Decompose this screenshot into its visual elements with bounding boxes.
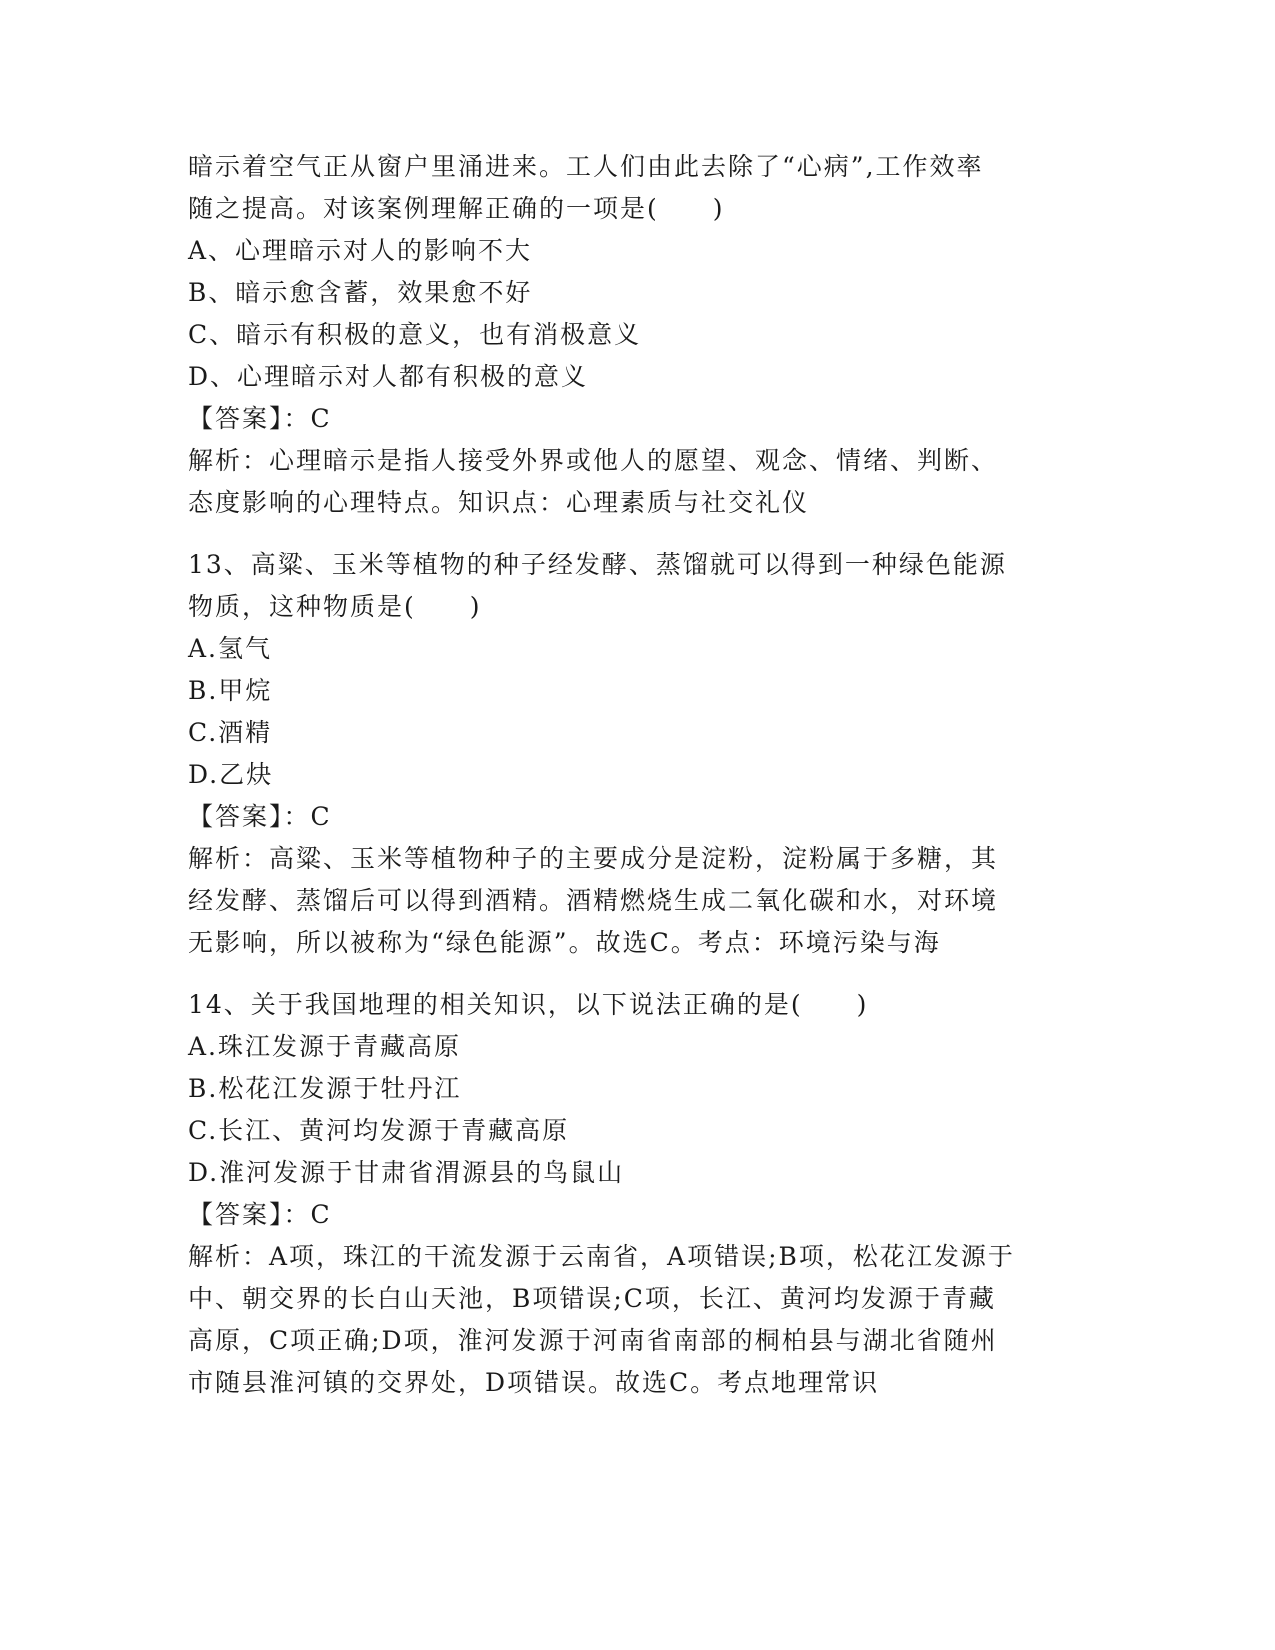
option-c: C、暗示有积极的意义，也有消极意义 xyxy=(188,320,642,349)
analysis-line: 高原，C项正确;D项，淮河发源于河南省南部的桐柏县与湖北省随州 xyxy=(188,1326,998,1355)
option-d: D、心理暗示对人都有积极的意义 xyxy=(188,362,589,391)
answer-line: 【答案】：C xyxy=(188,1200,332,1229)
question-12-continued xyxy=(188,146,1088,524)
question-stem-line: 暗示着空气正从窗户里涌进来。工人们由此去除了“心病”,工作效率 xyxy=(188,152,984,181)
answer-line: 【答案】：C xyxy=(188,404,332,433)
option-a: A.珠江发源于青藏高原 xyxy=(188,1032,462,1061)
analysis-line: 无影响，所以被称为“绿色能源”。故选C。考点：环境污染与海 xyxy=(188,928,941,957)
analysis-line: 解析：心理暗示是指人接受外界或他人的愿望、观念、情绪、判断、 xyxy=(188,446,999,475)
analysis-line: 态度影响的心理特点。知识点：心理素质与社交礼仪 xyxy=(188,488,810,517)
option-b: B.松花江发源于牡丹江 xyxy=(188,1074,462,1103)
option-b: B.甲烷 xyxy=(188,676,273,705)
option-b: B、暗示愈含蓄，效果愈不好 xyxy=(188,278,533,307)
answer-line: 【答案】：C xyxy=(188,802,332,831)
analysis-line: 解析：A项，珠江的干流发源于云南省，A项错误;B项，松花江发源于 xyxy=(188,1242,1015,1271)
option-a: A、心理暗示对人的影响不大 xyxy=(188,236,533,265)
question-14 xyxy=(188,984,1088,1404)
option-d: D.乙炔 xyxy=(188,760,274,789)
analysis-line: 解析：高粱、玉米等植物种子的主要成分是淀粉，淀粉属于多糖，其 xyxy=(188,844,999,873)
analysis-line: 市随县淮河镇的交界处，D项错误。故选C。考点地理常识 xyxy=(188,1368,880,1397)
question-stem-line: 13、高粱、玉米等植物的种子经发酵、蒸馏就可以得到一种绿色能源 xyxy=(188,550,1007,579)
option-a: A.氢气 xyxy=(188,634,273,663)
question-stem-line: 14、关于我国地理的相关知识，以下说法正确的是( ) xyxy=(188,990,869,1019)
option-c: C.长江、黄河均发源于青藏高原 xyxy=(188,1116,570,1145)
spacer xyxy=(188,524,1088,544)
question-stem-line: 物质，这种物质是( ) xyxy=(188,592,482,621)
option-c: C.酒精 xyxy=(188,718,273,747)
analysis-line: 中、朝交界的长白山天池，B项错误;C项，长江、黄河均发源于青藏 xyxy=(188,1284,996,1313)
option-d: D.淮河发源于甘肃省渭源县的鸟鼠山 xyxy=(188,1158,625,1187)
analysis-line: 经发酵、蒸馏后可以得到酒精。酒精燃烧生成二氧化碳和水，对环境 xyxy=(188,886,999,915)
question-stem-line: 随之提高。对该案例理解正确的一项是( ) xyxy=(188,194,725,223)
question-13 xyxy=(188,544,1088,964)
document-page xyxy=(188,146,1088,1404)
spacer xyxy=(188,964,1088,984)
